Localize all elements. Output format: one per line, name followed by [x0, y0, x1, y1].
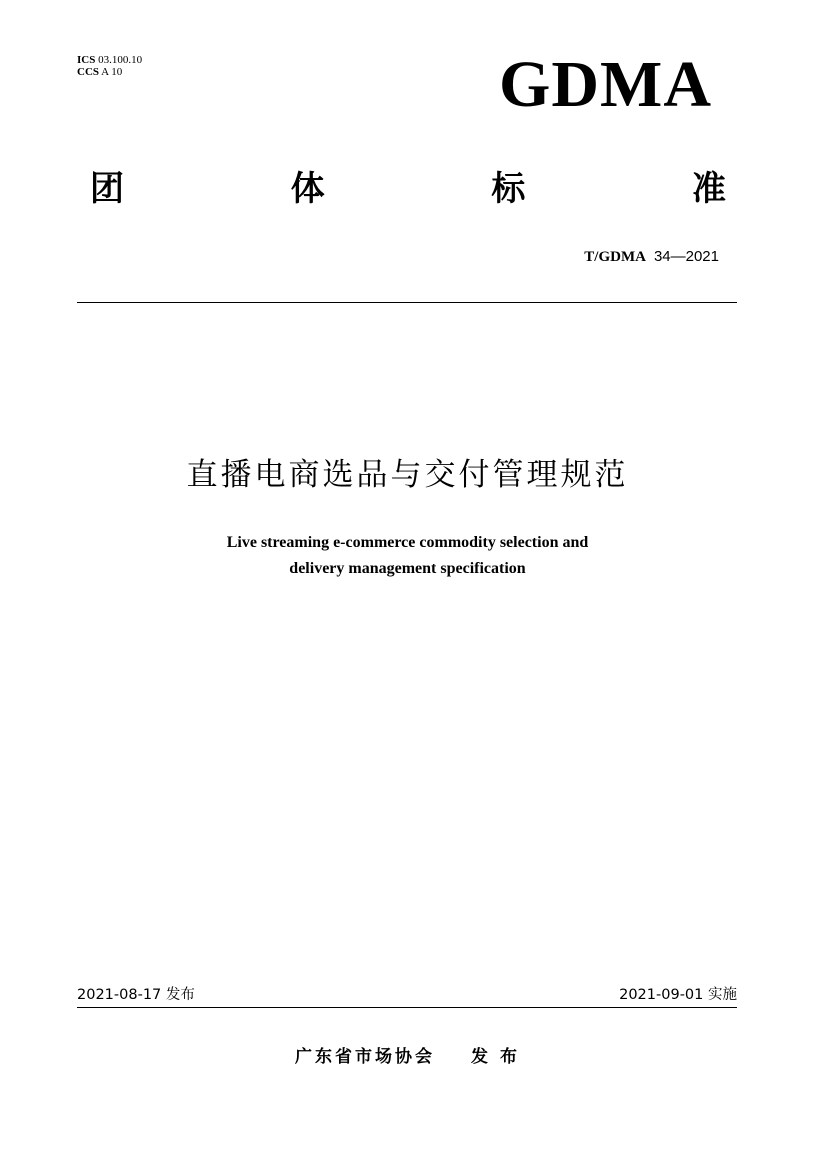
doc-type-char: 体: [290, 169, 325, 209]
gdma-logo: GDMA: [499, 48, 712, 121]
doc-type-heading: [90, 166, 726, 212]
ics-code: ICS 03.100.10: [77, 54, 143, 66]
title-chinese: 直播电商选品与交付管理规范: [186, 457, 629, 493]
issuer-action: 发 布: [471, 1047, 520, 1067]
doc-type-char: 团: [90, 169, 124, 209]
standard-prefix: T/GDMA: [584, 249, 646, 265]
issuer: [0, 1046, 815, 1068]
classification-codes: [77, 54, 142, 78]
title-english: [0, 530, 815, 582]
standard-number: [584, 247, 719, 266]
publish-date: 2021-08-17 发布: [77, 987, 195, 1003]
bottom-divider: [77, 1007, 737, 1008]
issuer-name: 广东省市场协会: [295, 1047, 436, 1067]
doc-type-char: 标: [491, 169, 526, 209]
title-english-line: delivery management specification: [289, 560, 526, 577]
effective-date: 2021-09-01 实施: [619, 987, 737, 1003]
standard-num: 34—2021: [653, 248, 719, 265]
ccs-code: CCS A 10: [77, 66, 123, 78]
top-divider: [77, 302, 737, 303]
doc-type-char: 准: [691, 169, 726, 209]
title-english-line: Live streaming e-commerce commodity selection and: [226, 534, 589, 551]
